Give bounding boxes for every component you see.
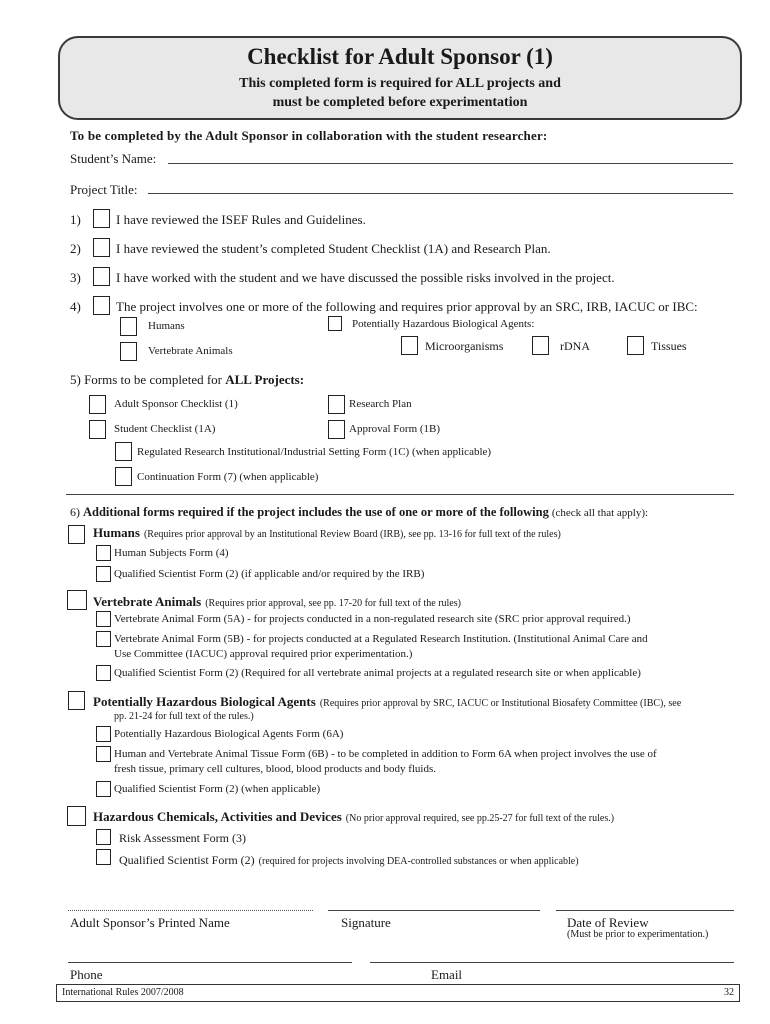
section6-heading bbox=[70, 505, 648, 520]
item-number-3: 3) bbox=[70, 270, 81, 285]
checkbox-section6-humans[interactable] bbox=[68, 525, 85, 544]
vertebrate-heading bbox=[93, 593, 461, 611]
form-student-checklist: Student Checklist (1A) bbox=[114, 423, 216, 435]
email-label: Email bbox=[431, 967, 463, 982]
checkbox-vertebrate[interactable] bbox=[120, 342, 137, 361]
form-vertebrate-5a: Vertebrate Animal Form (5A) - for projects conducted in a non-regulated research site (SRC prior approval required.) bbox=[114, 613, 631, 625]
chemicals-title: Hazardous Chemicals, Activities and Devices bbox=[93, 809, 342, 824]
chemicals-note: (No prior approval required, see pp.25-27 for full text of the rules.) bbox=[345, 813, 615, 824]
phba-title: Potentially Hazardous Biological Agents bbox=[93, 694, 316, 709]
form-phba-6b-line2: fresh tissue, primary cell cultures, blood, blood products and body fluids. bbox=[114, 763, 436, 775]
date-label: Date of Review bbox=[567, 915, 649, 930]
checkbox-item-1[interactable] bbox=[93, 209, 110, 228]
option-rdna: rDNA bbox=[560, 339, 590, 353]
date-note: (Must be prior to experimentation.) bbox=[567, 929, 709, 940]
humans-note: (Requires prior approval by an Institutional Review Board (IRB), see pp. 13-16 for full text of the rules) bbox=[143, 529, 561, 540]
humans-title: Humans bbox=[93, 525, 140, 540]
item-number-2: 2) bbox=[70, 241, 81, 256]
option-phba: Potentially Hazardous Biological Agents: bbox=[352, 318, 535, 330]
section5-prefix: 5) Forms to be completed for bbox=[70, 372, 226, 387]
project-title-label: Project Title: bbox=[70, 182, 138, 197]
checkbox-phba-qs[interactable] bbox=[96, 781, 111, 797]
checkbox-phba[interactable] bbox=[328, 316, 342, 331]
email-field[interactable] bbox=[370, 962, 734, 963]
header-panel bbox=[58, 36, 742, 120]
checkbox-approval[interactable] bbox=[328, 420, 345, 439]
checkbox-continuation[interactable] bbox=[115, 467, 132, 486]
form-continuation: Continuation Form (7) (when applicable) bbox=[137, 471, 319, 483]
section5-heading bbox=[70, 372, 304, 388]
student-name-field[interactable] bbox=[168, 163, 733, 164]
form-approval: Approval Form (1B) bbox=[349, 423, 441, 435]
checkbox-student-checklist[interactable] bbox=[89, 420, 106, 439]
section6-bold: Additional forms required if the project includes the use of one or more of the following bbox=[83, 505, 549, 519]
checkbox-rdna[interactable] bbox=[532, 336, 549, 355]
phba-note-line1: (Requires prior approval by SRC, IACUC or Institutional Biosafety Committee (IBC), see bbox=[319, 698, 682, 709]
phone-label: Phone bbox=[70, 967, 103, 982]
project-title-field[interactable] bbox=[148, 193, 733, 194]
checkbox-item-3[interactable] bbox=[93, 267, 110, 286]
form-vertebrate-5b-line2: Use Committee (IACUC) approval required prior experimentation.) bbox=[114, 648, 413, 660]
form-regulated: Regulated Research Institutional/Industrial Setting Form (1C) (when applicable) bbox=[137, 446, 492, 458]
printed-name-field[interactable] bbox=[68, 910, 313, 911]
checkbox-vertebrate-5a[interactable] bbox=[96, 611, 111, 627]
form-adult-sponsor: Adult Sponsor Checklist (1) bbox=[114, 398, 238, 410]
form-phba-qs: Qualified Scientist Form (2) (when applicable) bbox=[114, 783, 321, 795]
checkbox-regulated[interactable] bbox=[115, 442, 132, 461]
intro-text: To be completed by the Adult Sponsor in collaboration with the student researcher: bbox=[70, 128, 548, 143]
checkbox-adult-sponsor[interactable] bbox=[89, 395, 106, 414]
form-subtitle-line1: This completed form is required for ALL projects and bbox=[239, 76, 561, 91]
form-vertebrate-5b-line1: Vertebrate Animal Form (5B) - for projects conducted at a Regulated Research Institution. (Institutional Animal Care and bbox=[114, 633, 648, 645]
checkbox-humans-qs[interactable] bbox=[96, 566, 111, 582]
checkbox-tissues[interactable] bbox=[627, 336, 644, 355]
form-chemicals-qs-main: Qualified Scientist Form (2) bbox=[119, 853, 255, 867]
checkbox-item-2[interactable] bbox=[93, 238, 110, 257]
checkbox-research-plan[interactable] bbox=[328, 395, 345, 414]
section6-number: 6) bbox=[70, 505, 80, 519]
vertebrate-note: (Requires prior approval, see pp. 17-20 for full text of the rules) bbox=[205, 598, 461, 609]
checkbox-vertebrate-5b[interactable] bbox=[96, 631, 111, 647]
checkbox-section6-phba[interactable] bbox=[68, 691, 85, 710]
item-number-4: 4) bbox=[70, 299, 81, 314]
form-risk-assessment: Risk Assessment Form (3) bbox=[119, 831, 247, 845]
section5-bold: ALL Projects: bbox=[225, 372, 305, 387]
option-tissues: Tissues bbox=[651, 339, 687, 353]
checkbox-phba-6a[interactable] bbox=[96, 726, 111, 742]
form-phba-6a: Potentially Hazardous Biological Agents Form (6A) bbox=[114, 728, 344, 740]
chemicals-heading bbox=[93, 808, 614, 826]
form-title: Checklist for Adult Sponsor (1) bbox=[247, 44, 553, 69]
checkbox-microorganisms[interactable] bbox=[401, 336, 418, 355]
checkbox-section6-vertebrate[interactable] bbox=[67, 590, 87, 610]
form-humans-qs: Qualified Scientist Form (2) (if applicable and/or required by the IRB) bbox=[114, 568, 425, 580]
vertebrate-title: Vertebrate Animals bbox=[93, 594, 202, 609]
footer-bar bbox=[56, 984, 740, 1002]
option-humans: Humans bbox=[148, 320, 185, 332]
form-chemicals-qs bbox=[119, 851, 579, 869]
form-phba-6b-line1: Human and Vertebrate Animal Tissue Form (6B) - to be completed in addition to Form 6A when project involves the use of bbox=[114, 748, 657, 760]
item-text-1: I have reviewed the ISEF Rules and Guidelines. bbox=[116, 212, 366, 227]
humans-heading bbox=[93, 524, 561, 542]
form-chemicals-qs-note: (required for projects involving DEA-controlled substances or when applicable) bbox=[258, 856, 579, 867]
phba-heading bbox=[93, 693, 681, 711]
item-number-1: 1) bbox=[70, 212, 81, 227]
footer-edition: International Rules 2007/2008 bbox=[62, 987, 184, 998]
checkbox-human-subjects[interactable] bbox=[96, 545, 111, 561]
checkbox-chemicals-qs[interactable] bbox=[96, 849, 111, 865]
checkbox-item-4[interactable] bbox=[93, 296, 110, 315]
checkbox-humans[interactable] bbox=[120, 317, 137, 336]
checkbox-risk-assessment[interactable] bbox=[96, 829, 111, 845]
checkbox-section6-chemicals[interactable] bbox=[67, 806, 86, 826]
form-research-plan: Research Plan bbox=[349, 398, 412, 410]
checkbox-phba-6b[interactable] bbox=[96, 746, 111, 762]
date-field[interactable] bbox=[556, 910, 734, 911]
option-microorganisms: Microorganisms bbox=[425, 339, 504, 353]
item-text-4: The project involves one or more of the following and requires prior approval by an SRC, IRB, IACUC or IBC: bbox=[116, 299, 698, 314]
signature-label: Signature bbox=[341, 915, 391, 930]
page-number: 32 bbox=[724, 987, 734, 998]
printed-name-label: Adult Sponsor’s Printed Name bbox=[70, 915, 230, 930]
student-name-label: Student’s Name: bbox=[70, 151, 157, 166]
phba-note-line2: pp. 21-24 for full text of the rules.) bbox=[114, 711, 254, 722]
section6-note: (check all that apply): bbox=[551, 507, 649, 519]
option-vertebrate: Vertebrate Animals bbox=[148, 345, 233, 357]
form-vertebrate-qs: Qualified Scientist Form (2) (Required for all vertebrate animal projects at a regulated research site or when applicable) bbox=[114, 667, 641, 679]
checkbox-vertebrate-qs[interactable] bbox=[96, 665, 111, 681]
item-text-3: I have worked with the student and we have discussed the possible risks involved in the project. bbox=[116, 270, 615, 285]
phone-field[interactable] bbox=[68, 962, 352, 963]
section-divider bbox=[66, 494, 734, 495]
form-human-subjects: Human Subjects Form (4) bbox=[114, 547, 229, 559]
item-text-2: I have reviewed the student’s completed Student Checklist (1A) and Research Plan. bbox=[116, 241, 551, 256]
form-subtitle-line2: must be completed before experimentation bbox=[272, 95, 528, 110]
signature-field[interactable] bbox=[328, 910, 540, 911]
